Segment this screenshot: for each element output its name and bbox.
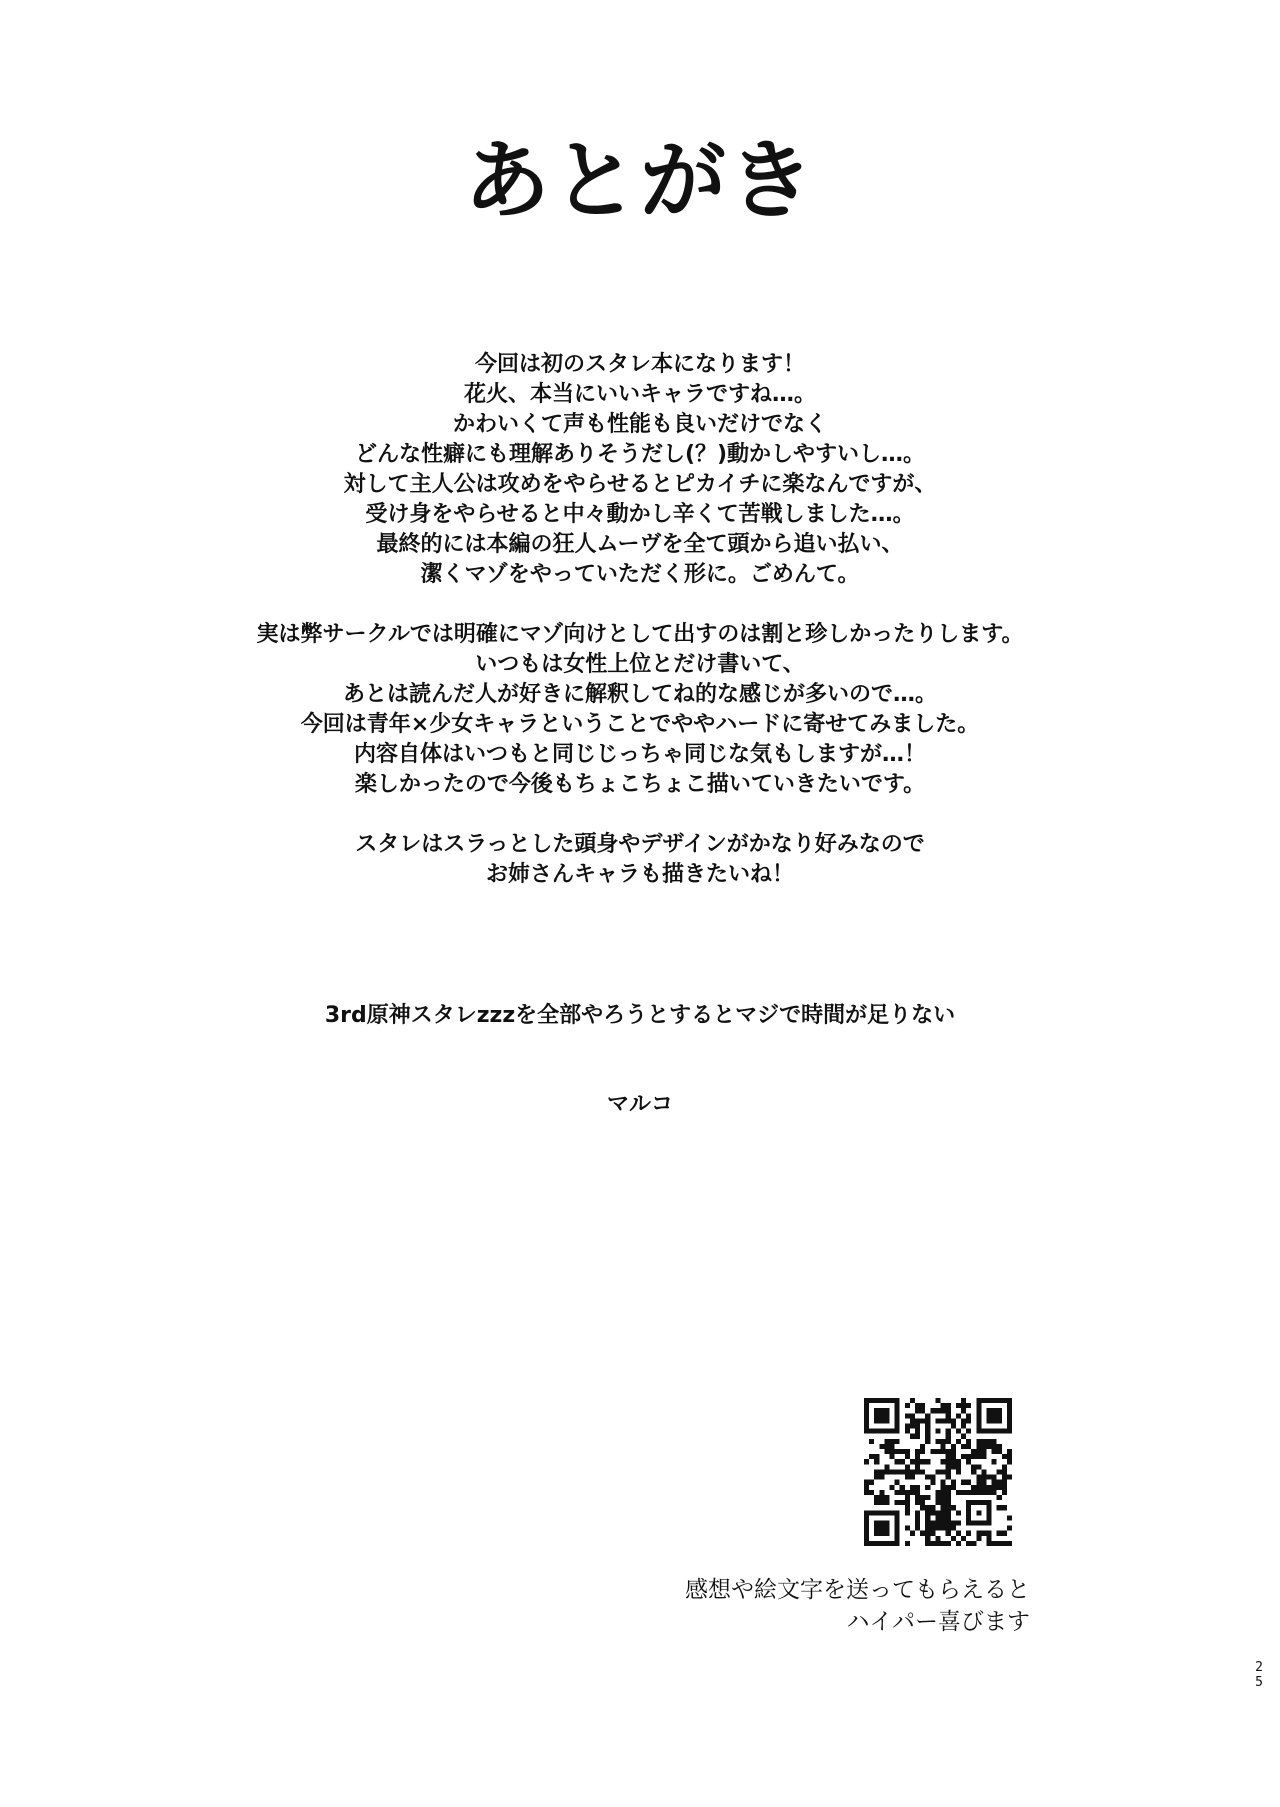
text-line: いつもは女性上位とだけ書いて、	[475, 652, 805, 677]
text-line: 今回は初のスタレ本になります！	[474, 352, 805, 377]
text-line: 対して主人公は攻めをやらせるとピカイチに楽なんですが、	[343, 472, 937, 497]
text-line: どんな性癖にも理解ありそうだし(？)動かしやすいし…。	[354, 442, 926, 467]
text-line: お姉さんキャラも描きたいね！	[485, 862, 794, 887]
author-signature: マルコ	[606, 1092, 673, 1117]
page-title: あとがき	[464, 131, 816, 231]
qr-caption-line: 感想や絵文字を送ってもらえると	[685, 1577, 1030, 1603]
tagline: 3rd原神スタレzzzを全部やろうとするとマジで時間が足りない	[324, 1003, 956, 1028]
text-line: 最終的には本編の狂人ムーヴを全て頭から追い払い、	[376, 532, 904, 557]
paragraph-3	[0, 830, 1280, 890]
text-line: 潔くマゾをやっていただく形に。ごめんて。	[420, 562, 860, 587]
text-line: 花火、本当にいいキャラですね…。	[463, 382, 816, 407]
qr-caption	[620, 1574, 1030, 1638]
text-line: あとは読んだ人が好きに解釈してね的な感じが多いので…。	[342, 682, 937, 707]
text-line: かわいくて声も性能も良いだけでなく	[452, 412, 827, 437]
page-number-digit: 5	[1255, 1675, 1263, 1690]
text-line: スタレはスラっとした頭身やデザインがかなり好みなので	[355, 832, 925, 857]
afterword-body	[0, 350, 1280, 920]
text-line: 受け身をやらせると中々動かし辛くて苦戦しました…。	[365, 502, 915, 527]
paragraph-1	[0, 350, 1280, 590]
text-line: 実は弊サークルでは明確にマゾ向けとして出すのは割と珍しかったりします。	[256, 622, 1024, 647]
text-line: 今回は青年×少女キャラということでややハードに寄せてみました。	[300, 712, 980, 737]
paragraph-2	[0, 620, 1280, 800]
page-number	[1252, 1660, 1266, 1690]
text-line: 楽しかったので今後もちょこちょこ描いていきたいです。	[354, 772, 926, 797]
qr-code-icon[interactable]	[864, 1398, 1012, 1546]
page-number-digit: 2	[1255, 1660, 1263, 1675]
qr-caption-line: ハイパー喜びます	[846, 1609, 1030, 1635]
text-line: 内容自体はいつもと同じじっちゃ同じな気もしますが…！	[353, 742, 926, 767]
